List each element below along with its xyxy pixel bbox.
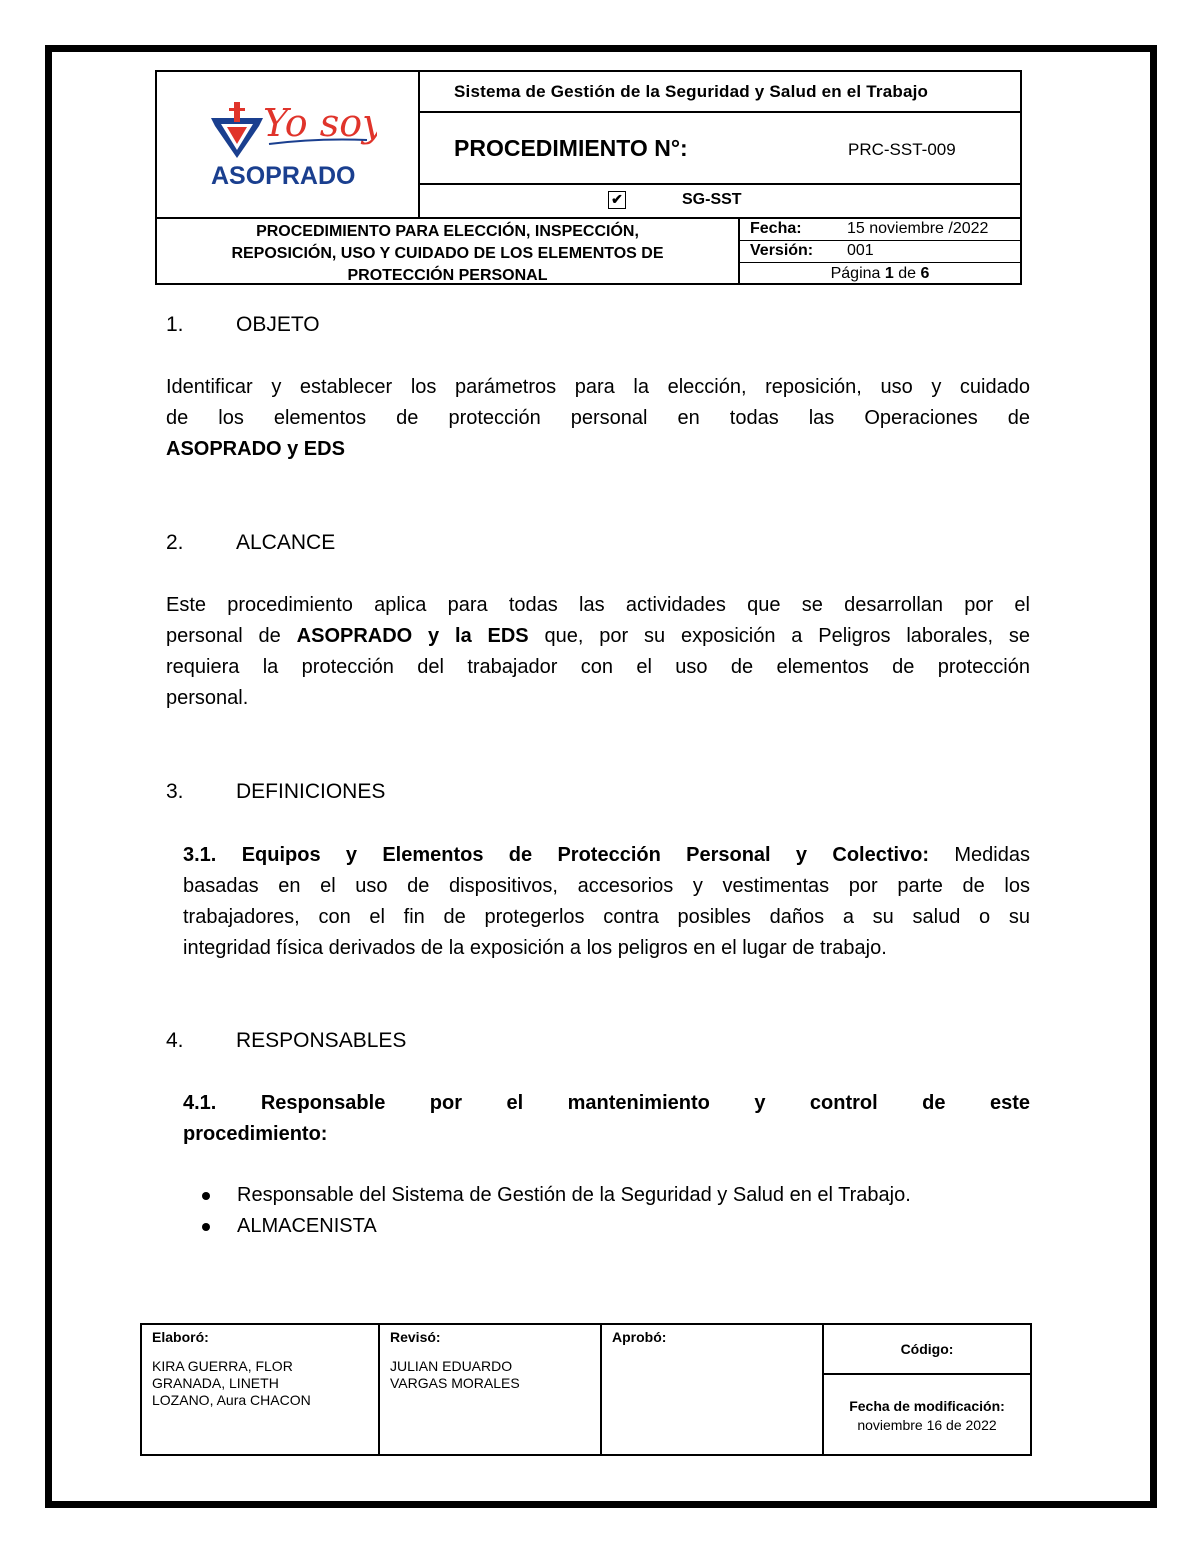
section-4-1-number: 4.1.	[183, 1092, 217, 1114]
list-item: ALMACENISTA	[200, 1211, 911, 1242]
brand-name-text: ASOPRADO	[211, 162, 356, 190]
brand-script-text: Yo soy	[263, 101, 377, 145]
section-4-1-line2: procedimiento:	[183, 1123, 328, 1145]
section-2-heading	[166, 531, 335, 555]
section-3-1-title: Equipos y Elementos de Protección Personal y Colectivo:	[241, 844, 930, 866]
logo-cell	[157, 72, 420, 217]
page-sep: de	[898, 265, 917, 282]
section-4-number: 4.	[166, 1029, 184, 1052]
section-2-line2-bold: ASOPRADO y la EDS	[296, 625, 529, 647]
section-2-line4: personal.	[166, 687, 249, 709]
section-3-1-line1-rest: Medidas	[954, 844, 1030, 866]
section-4-heading	[166, 1029, 406, 1053]
procedure-label: PROCEDIMIENTO N°:	[454, 135, 688, 161]
aprobo-cell	[602, 1325, 824, 1454]
section-1-body	[166, 372, 1030, 465]
section-1-number: 1.	[166, 313, 184, 336]
aprobo-label: Aprobó:	[612, 1329, 667, 1345]
version-row	[740, 241, 1020, 263]
section-2-line3: requiera la protección del trabajador con el uso de elementos de protección	[166, 656, 1030, 678]
elaboro-cell	[142, 1325, 380, 1454]
section-2-body	[166, 590, 1030, 714]
asoprado-logo	[207, 96, 377, 192]
procedure-code: PRC-SST-009	[848, 140, 956, 159]
section-2-number: 2.	[166, 531, 184, 554]
section-3-1-body	[183, 840, 1030, 964]
reviso-label: Revisó:	[390, 1329, 441, 1345]
page-prefix: Página	[830, 265, 881, 282]
document-title-line2: REPOSICIÓN, USO Y CUIDADO DE LOS ELEMENTOS DE	[231, 245, 664, 262]
section-1-line3: ASOPRADO y EDS	[166, 438, 345, 460]
section-3-1-line4: integridad física derivados de la exposición a los peligros en el lugar de trabajo.	[183, 937, 887, 959]
section-3-heading	[166, 780, 385, 804]
page-indicator	[740, 263, 1020, 285]
section-4-1-body	[183, 1088, 1030, 1150]
version-label: Versión:	[750, 242, 814, 259]
document-title-line1: PROCEDIMIENTO PARA ELECCIÓN, INSPECCIÓN,	[256, 223, 639, 240]
list-item: Responsable del Sistema de Gestión de la Seguridad y Salud en el Trabajo.	[200, 1180, 911, 1211]
footer-table	[140, 1323, 1032, 1456]
fecha-modificacion	[824, 1375, 1030, 1454]
section-3-title: DEFINICIONES	[236, 780, 386, 803]
page-current: 1	[884, 265, 894, 282]
section-2-line2-pre: personal de	[166, 625, 281, 647]
fecha-value: 15 noviembre /2022	[847, 220, 989, 237]
section-3-1-number: 3.1.	[183, 844, 217, 866]
section-1-title: OBJETO	[236, 313, 320, 336]
section-4-1-line1: Responsable por el mantenimiento y control de este	[260, 1092, 1030, 1114]
section-1-line2: de los elementos de protección personal en todas las Operaciones de	[166, 407, 1030, 429]
sg-sst-checkbox[interactable]: ✔	[608, 191, 626, 209]
document-title	[157, 217, 740, 285]
responsables-list	[200, 1180, 911, 1242]
section-3-1-line3: trabajadores, con el fin de protegerlos contra posibles daños a su salud o su	[183, 906, 1030, 928]
version-value: 001	[847, 242, 874, 259]
reviso-value: JULIAN EDUARDO VARGAS MORALES	[390, 1358, 520, 1391]
sg-sst-row	[420, 185, 1020, 217]
section-2-line2-post: que, por su exposición a Peligros laborales, se	[544, 625, 1031, 647]
section-3-1-line2: basadas en el uso de dispositivos, accesorios y vestimentas por parte de los	[183, 875, 1030, 897]
fecha-row	[740, 219, 1020, 241]
sg-sst-label: SG-SST	[682, 191, 742, 208]
fecha-modificacion-label: Fecha de modificación:	[849, 1398, 1005, 1414]
section-3-number: 3.	[166, 780, 184, 803]
document-title-line3: PROTECCIÓN PERSONAL	[347, 267, 548, 284]
elaboro-value: KIRA GUERRA, FLOR GRANADA, LINETH LOZANO, Aura CHACON	[152, 1358, 311, 1408]
codigo-cell	[824, 1325, 1030, 1454]
section-1-heading	[166, 313, 320, 337]
elaboro-label: Elaboró:	[152, 1329, 209, 1345]
codigo-label: Código:	[824, 1325, 1030, 1375]
fecha-modificacion-value: noviembre 16 de 2022	[857, 1417, 997, 1433]
procedure-row	[420, 113, 1020, 185]
section-2-title: ALCANCE	[236, 531, 336, 554]
page-total: 6	[920, 265, 930, 282]
fecha-label: Fecha:	[750, 220, 802, 237]
document-meta	[740, 217, 1020, 285]
reviso-cell	[380, 1325, 602, 1454]
section-2-line1: Este procedimiento aplica para todas las actividades que se desarrollan por el	[166, 594, 1030, 616]
section-1-line1: Identificar y establecer los parámetros para la elección, reposición, uso y cuidado	[166, 376, 1030, 398]
header-table	[155, 70, 1022, 285]
section-4-title: RESPONSABLES	[236, 1029, 407, 1052]
system-title: Sistema de Gestión de la Seguridad y Salud en el Trabajo	[420, 72, 1020, 113]
